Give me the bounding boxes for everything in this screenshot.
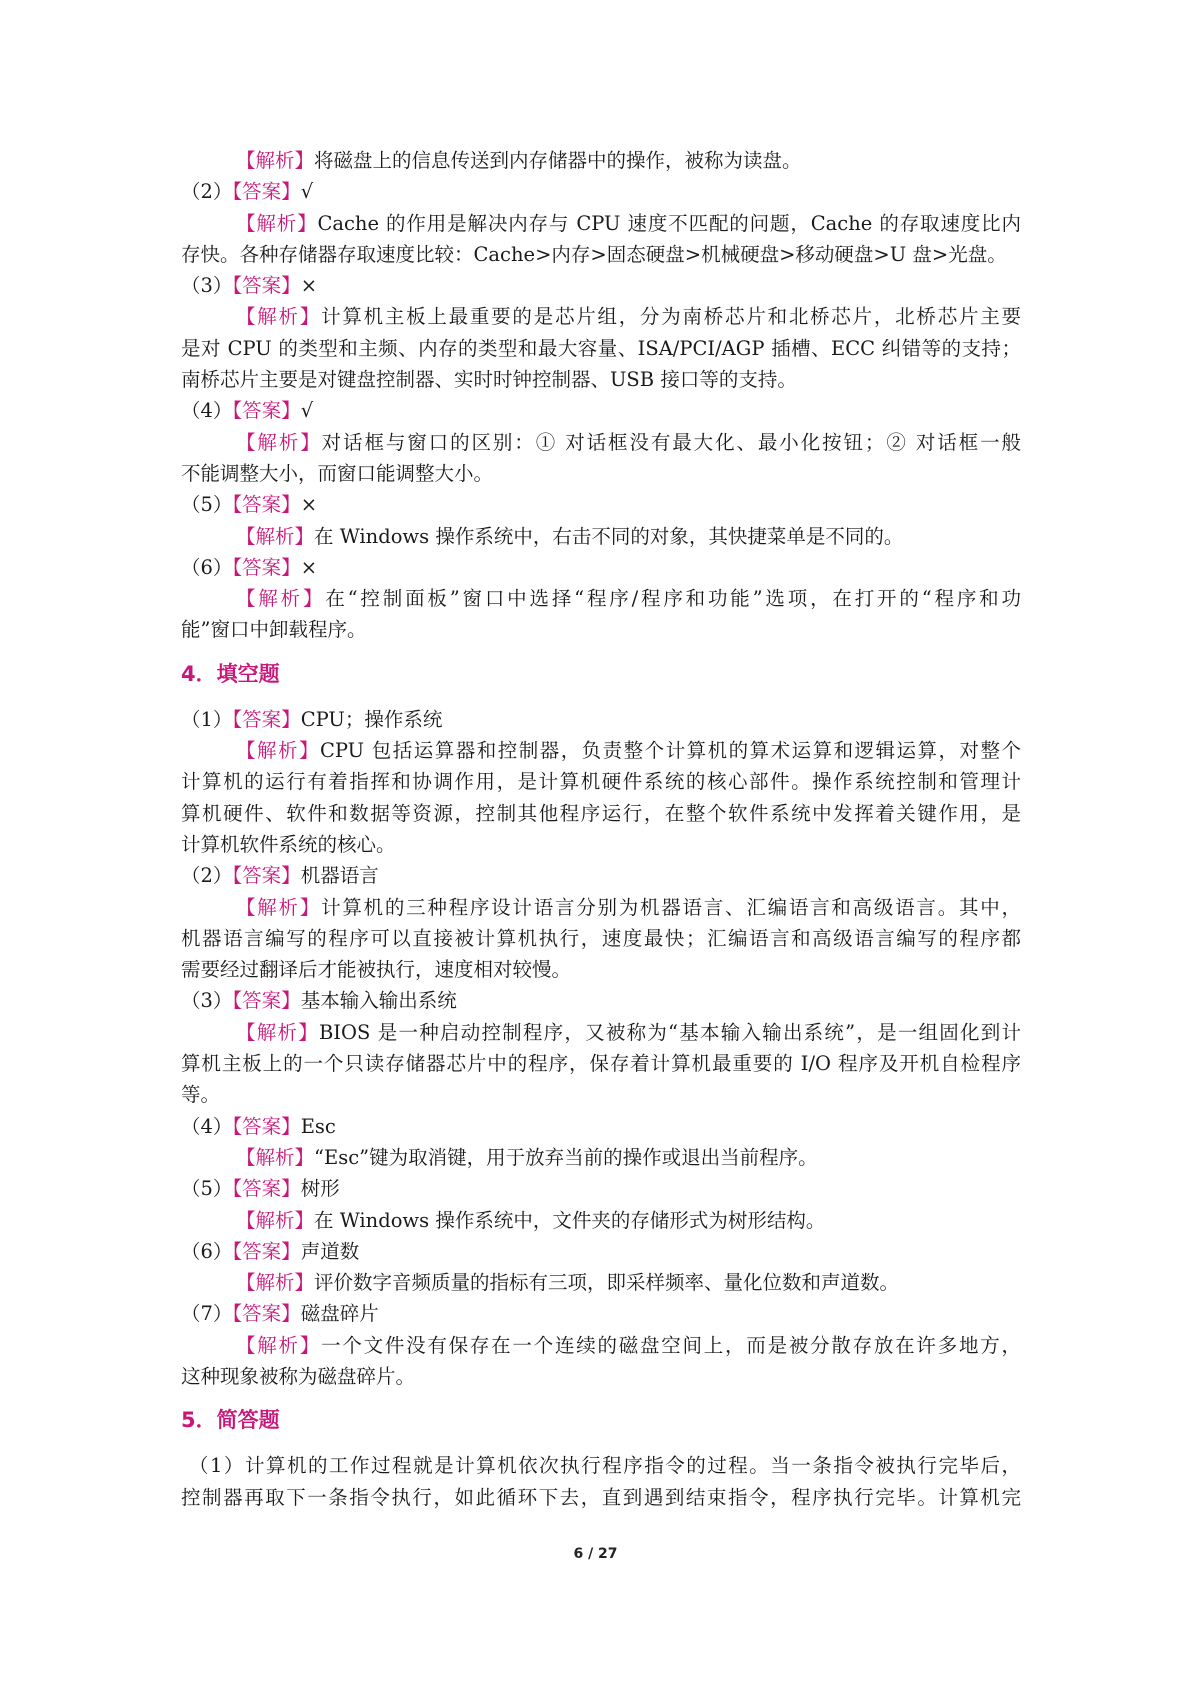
question-number: （4） <box>181 1114 233 1138</box>
answer-value: × <box>300 493 318 517</box>
answer-tag: 【答案】 <box>232 493 301 517</box>
explanation-line <box>181 145 1021 176</box>
explanation-text: 将磁盘上的信息传送到内存储器中的操作，被称为读盘。 <box>314 149 802 172</box>
explanation-text: 等。 <box>181 1083 221 1107</box>
answer-value: × <box>300 555 318 579</box>
explanation-text: 是对 CPU 的类型和主频、内存的类型和最大容量、ISA/PCI/AGP 插槽、ECC 纠错等的支持； <box>181 336 1021 360</box>
answer-value: √ <box>300 180 314 204</box>
explanation-text: 在“控制面板”窗口中选择“程序/程序和功能”选项，在打开的“程序和功 <box>325 587 1021 611</box>
explanation-text: 存快。各种存储器存取速度比较：Cache>内存>固态硬盘>机械硬盘>移动硬盘>U 盘>光盘。 <box>181 242 1007 266</box>
explanation-line <box>181 1142 1021 1173</box>
answer-value: × <box>300 274 318 298</box>
explanation-text: 计算机的三种程序设计语言分别为机器语言、汇编语言和高级语言。其中， <box>321 895 1021 919</box>
answer-line <box>181 489 1021 520</box>
answer-line <box>181 985 1021 1016</box>
explanation-line <box>181 301 1021 332</box>
explanation-line <box>181 208 1021 239</box>
explanation-line <box>181 333 1021 364</box>
question-number: （7） <box>181 1302 233 1326</box>
answer-line <box>181 860 1021 891</box>
explanation-text: 评价数字音频质量的指标有三项，即采样频率、量化位数和声道数。 <box>314 1271 900 1295</box>
answer-value: 声道数 <box>300 1239 360 1263</box>
explanation-text: 算机硬件、软件和数据等资源，控制其他程序运行，在整个软件系统中发挥着关键作用，是 <box>181 801 1021 825</box>
question-number: （2） <box>181 180 233 204</box>
explanation-line <box>181 364 1021 395</box>
question-number: （4） <box>181 399 233 423</box>
answer-tag: 【答案】 <box>232 555 301 579</box>
explanation-tag: 【解析】 <box>236 1145 315 1169</box>
explanation-text: 计算机的运行有着指挥和协调作用，是计算机硬件系统的核心部件。操作系统控制和管理计 <box>181 770 1021 794</box>
section-heading: 5．简答题 <box>181 1408 280 1433</box>
explanation-tag: 【解析】 <box>236 305 322 329</box>
answer-line <box>181 270 1021 301</box>
question-number: （3） <box>181 989 233 1013</box>
answer-line <box>181 1298 1021 1329</box>
explanation-line <box>181 1267 1021 1298</box>
answer-line <box>181 176 1021 207</box>
answer-tag: 【答案】 <box>232 989 301 1013</box>
explanation-line <box>181 614 1021 645</box>
answer-value: 磁盘碎片 <box>300 1302 379 1326</box>
explanation-text: 在 Windows 操作系统中，文件夹的存储形式为树形结构。 <box>314 1208 826 1232</box>
explanation-line <box>181 458 1021 489</box>
explanation-line <box>181 1017 1021 1048</box>
answer-value: 基本输入输出系统 <box>300 989 457 1013</box>
explanation-line <box>181 954 1021 985</box>
explanation-text: 能”窗口中卸载程序。 <box>181 618 367 642</box>
answer-line <box>181 395 1021 426</box>
explanation-tag: 【解析】 <box>236 211 318 235</box>
explanation-text: BIOS 是一种启动控制程序，又被称为“基本输入输出系统”，是一组固化到计 <box>318 1020 1021 1044</box>
explanation-text: “Esc”键为取消键，用于放弃当前的操作或退出当前程序。 <box>314 1145 818 1169</box>
answer-tag: 【答案】 <box>232 1239 301 1263</box>
explanation-text: 对话框与窗口的区别：① 对话框没有最大化、最小化按钮；② 对话框一般 <box>321 430 1021 454</box>
answer-tag: 【答案】 <box>232 274 301 298</box>
explanation-text: 计算机软件系统的核心。 <box>181 832 396 856</box>
answer-tag: 【答案】 <box>232 180 301 204</box>
document-body <box>181 145 1021 1513</box>
answer-tag: 【答案】 <box>232 399 301 423</box>
explanation-line <box>181 239 1021 270</box>
explanation-text: 机器语言编写的程序可以直接被计算机执行，速度最快；汇编语言和高级语言编写的程序都 <box>181 926 1021 950</box>
explanation-tag: 【解析】 <box>236 1020 319 1044</box>
answer-value: 树形 <box>300 1177 340 1201</box>
explanation-line <box>181 1079 1021 1110</box>
answer-line <box>181 1173 1021 1204</box>
answer-line <box>181 1111 1021 1142</box>
question-number: （3） <box>181 274 233 298</box>
explanation-tag: 【解析】 <box>236 739 320 763</box>
question-number: （6） <box>181 1239 233 1263</box>
explanation-line <box>181 798 1021 829</box>
answer-tag: 【答案】 <box>232 864 301 888</box>
explanation-text: 这种现象被称为磁盘碎片。 <box>181 1364 416 1388</box>
question-number: （6） <box>181 555 233 579</box>
explanation-tag: 【解析】 <box>236 895 322 919</box>
explanation-text: 算机主板上的一个只读存储器芯片中的程序，保存着计算机最重要的 I/O 程序及开机自检程序 <box>181 1052 1021 1076</box>
answer-line <box>181 704 1021 735</box>
explanation-line <box>181 1330 1021 1361</box>
answer-value: Esc <box>300 1114 336 1138</box>
explanation-line <box>181 1361 1021 1392</box>
explanation-text: 一个文件没有保存在一个连续的磁盘空间上，而是被分散存放在许多地方， <box>321 1333 1021 1357</box>
answer-value: 机器语言 <box>300 864 379 888</box>
explanation-line <box>181 735 1021 766</box>
answer-tag: 【答案】 <box>232 707 301 731</box>
explanation-tag: 【解析】 <box>236 149 315 172</box>
explanation-tag: 【解析】 <box>236 1208 315 1232</box>
explanation-tag: 【解析】 <box>236 587 326 611</box>
question-number: （5） <box>181 493 233 517</box>
answer-value: CPU；操作系统 <box>300 707 443 731</box>
question-number: （2） <box>181 864 233 888</box>
explanation-text: Cache 的作用是解决内存与 CPU 速度不匹配的问题，Cache 的存取速度比内 <box>317 211 1021 235</box>
explanation-line <box>181 583 1021 614</box>
explanation-text: 需要经过翻译后才能被执行，速度相对较慢。 <box>181 958 572 982</box>
explanation-line <box>181 766 1021 797</box>
question-number: （1） <box>181 707 233 731</box>
paragraph-line: 控制器再取下一条指令执行，如此循环下去，直到遇到结束指令，程序执行完毕。计算机完 <box>181 1485 1021 1509</box>
explanation-line <box>181 427 1021 458</box>
paragraph-line: （1）计算机的工作过程就是计算机依次执行程序指令的过程。当一条指令被执行完毕后， <box>189 1454 1021 1478</box>
explanation-tag: 【解析】 <box>236 1271 315 1295</box>
answer-line <box>181 552 1021 583</box>
explanation-text: 在 Windows 操作系统中，右击不同的对象，其快捷菜单是不同的。 <box>314 524 904 548</box>
answer-tag: 【答案】 <box>232 1177 301 1201</box>
explanation-line <box>181 521 1021 552</box>
explanation-line <box>181 892 1021 923</box>
explanation-text: 不能调整大小，而窗口能调整大小。 <box>181 461 494 485</box>
explanation-text: CPU 包括运算器和控制器，负责整个计算机的算术运算和逻辑运算，对整个 <box>319 739 1021 763</box>
page-number: 6 / 27 <box>573 1546 618 1562</box>
explanation-line <box>181 1048 1021 1079</box>
explanation-line <box>181 1205 1021 1236</box>
explanation-text: 南桥芯片主要是对键盘控制器、实时时钟控制器、USB 接口等的支持。 <box>181 368 797 392</box>
answer-line <box>181 1236 1021 1267</box>
explanation-text: 计算机主板上最重要的是芯片组，分为南桥芯片和北桥芯片，北桥芯片主要 <box>321 305 1021 329</box>
question-number: （5） <box>181 1177 233 1201</box>
explanation-line <box>181 829 1021 860</box>
explanation-line <box>181 923 1021 954</box>
explanation-tag: 【解析】 <box>236 524 315 548</box>
answer-tag: 【答案】 <box>232 1302 301 1326</box>
section-heading: 4．填空题 <box>181 661 280 686</box>
explanation-tag: 【解析】 <box>236 1333 322 1357</box>
explanation-tag: 【解析】 <box>236 430 322 454</box>
answer-tag: 【答案】 <box>232 1114 301 1138</box>
answer-value: √ <box>300 399 314 423</box>
